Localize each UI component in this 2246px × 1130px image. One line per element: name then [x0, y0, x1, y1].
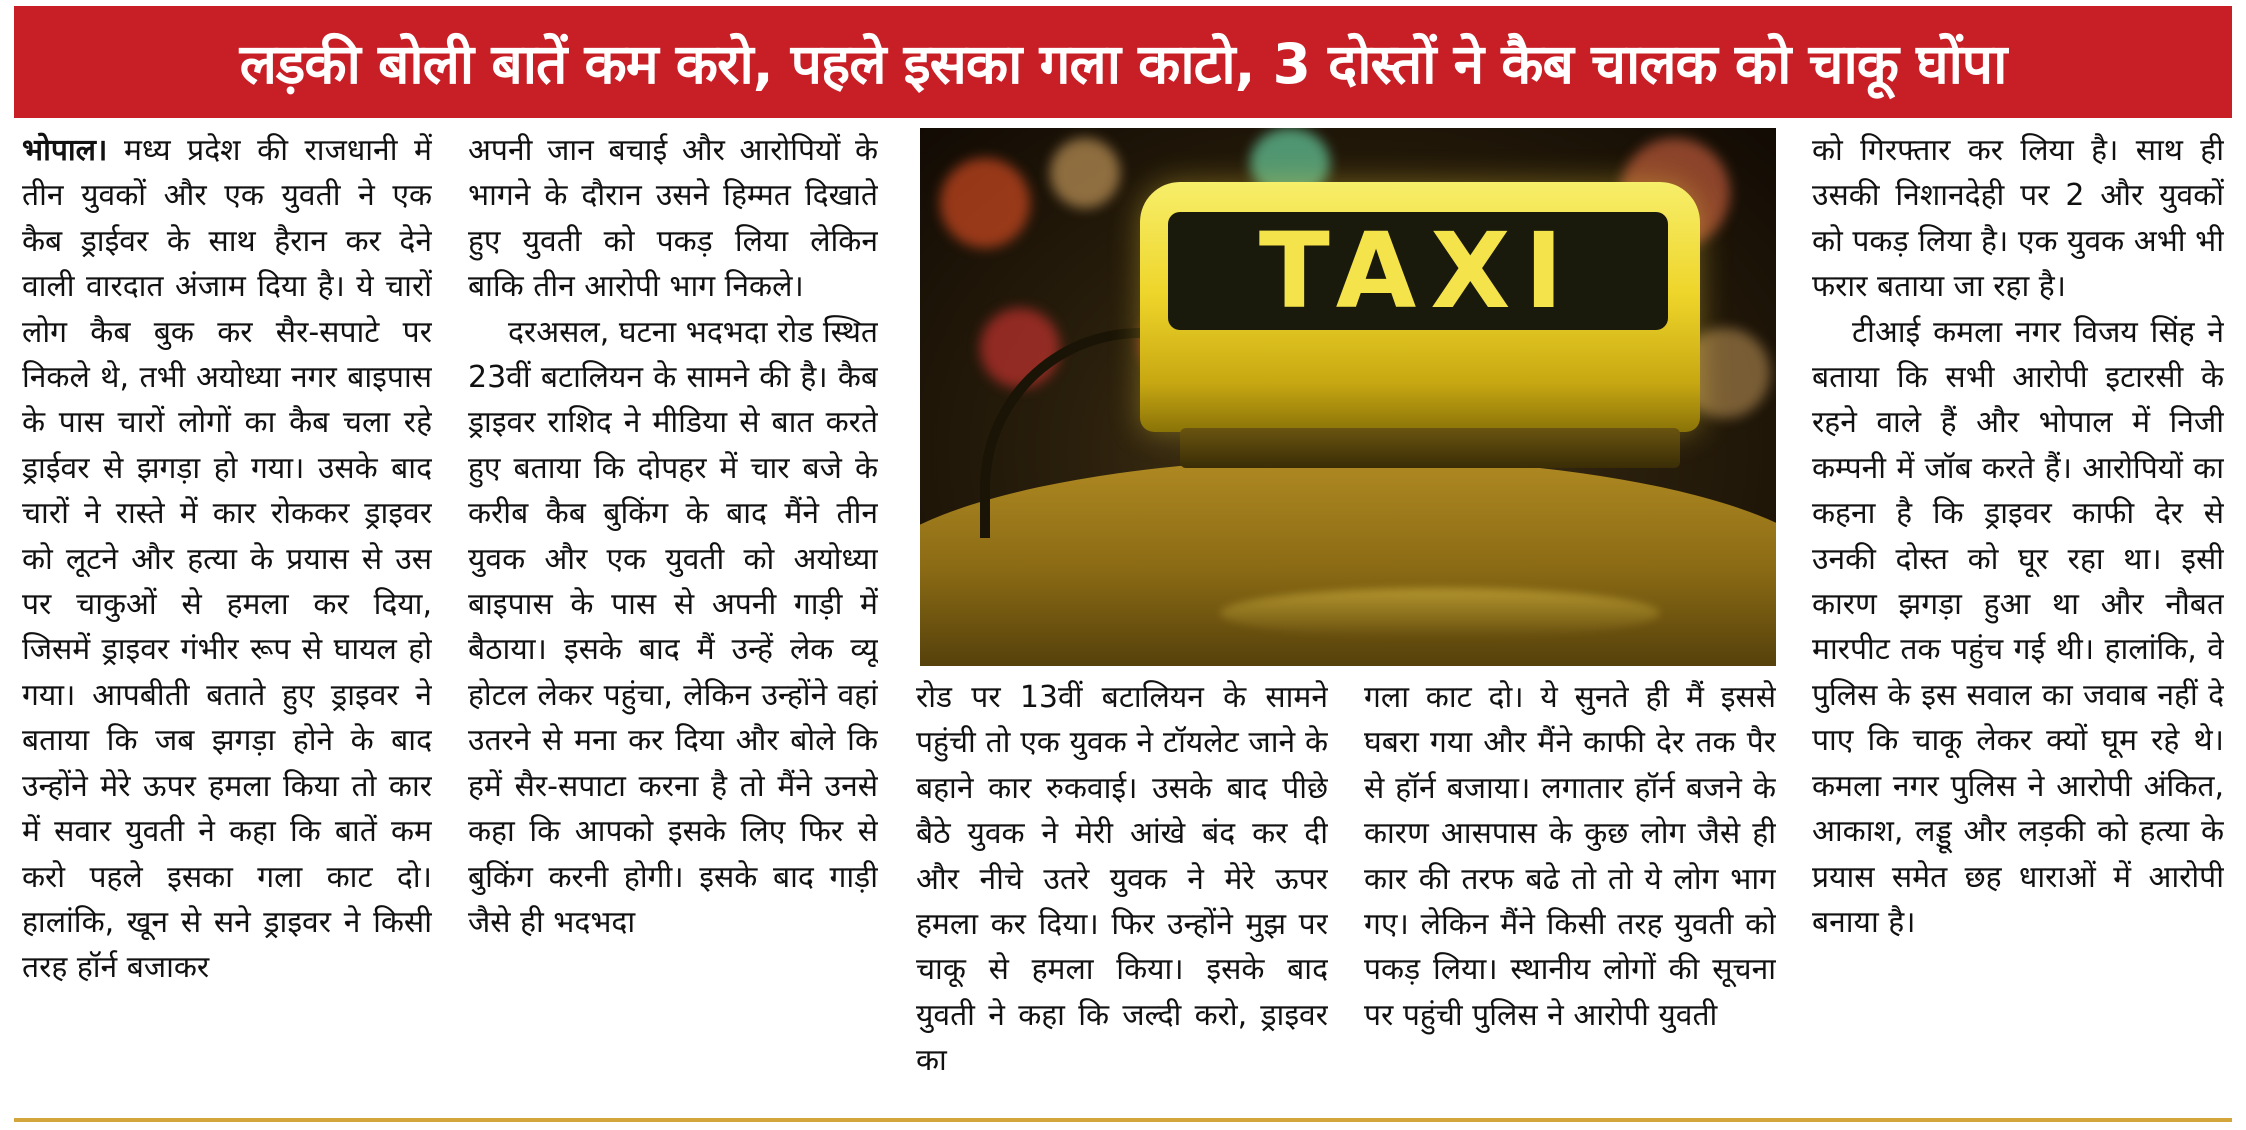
bottom-rule [14, 1118, 2232, 1122]
bokeh-light [940, 158, 1030, 248]
roof-reflection [1220, 588, 1660, 638]
article-column-5 [1812, 128, 2224, 1112]
article-column-1 [22, 128, 432, 1112]
article-paragraph [22, 128, 432, 991]
taxi-sign-plate [1168, 212, 1668, 330]
article-text: मध्य प्रदेश की राजधानी में तीन युवकों और एक युवती ने एक कैब ड्राईवर के साथ हैरान कर देने वाली वारदात अंजाम दिया है। ये चारों लोग कैब बुक कर सैर-सपाटे पर निकले थे, तभी अयोध्या नगर बाइपास के पास चारों लोगों का कैब चला रहे ड्राईवर से झगड़ा हो गया। उसके बाद चारों ने रास्ते में कार रोककर ड्राइवर को लूटने और हत्या के प्रयास से उस पर चाकुओं से हमला कर दिया, जिसमें ड्राइवर गंभीर रूप से घायल हो गया। आपबीती बताते हुए ड्राइवर ने बताया कि जब झगड़ा होने के बाद उन्होंने मेरे ऊपर हमला किया तो कार में सवार युवती ने कहा कि बातें कम करो पहले इसका गला काट दो। हालांकि, खून से सने ड्राइवर ने किसी तरह हॉर्न बजाकर [22, 133, 432, 986]
taxi-roof-sign [1140, 182, 1700, 432]
article-paragraph: अपनी जान बचाई और आरोपियों के भागने के दौरान उसने हिम्मत दिखाते हुए युवती को पकड़ लिया लेकिन बाकि तीन आरोपी भाग निकले। [468, 133, 878, 305]
sign-base [1180, 428, 1680, 468]
taxi-photo [920, 128, 1776, 666]
article-column-3 [916, 675, 1328, 1112]
article-paragraph: टीआई कमला नगर विजय सिंह ने बताया कि सभी आरोपी इटारसी के रहने वाले हैं और भोपाल में निजी कम्पनी में जॉब करते हैं। आरोपियों का कहना है कि ड्राइवर काफी देर से उनकी दोस्त को घूर रहा था। इसी कारण झगड़ा हुआ था और नौबत मारपीट तक पहुंच गई थी। हालांकि, वे पुलिस के इस सवाल का जवाब नहीं दे पाए कि चाकू लेकर क्यों घूम रहे थे। कमला नगर पुलिस ने आरोपी अंकित, आकाश, लड्डू और लड़की को हत्या के प्रयास समेत छह धाराओं में आरोपी बनाया है। [1812, 314, 2224, 940]
headline-banner [14, 6, 2232, 118]
article-paragraph: रोड पर 13वीं बटालियन के सामने पहुंची तो एक युवक ने टॉयलेट जाने के बहाने कार रुकवाई। उसके बाद पीछे बैठे युवक ने मेरी आंखे बंद कर दी और नीचे उतरे युवक ने मेरे ऊपर हमला कर दिया। फिर उन्होंने मुझ पर चाकू से हमला किया। इसके बाद युवती ने कहा कि जल्दी करो, ड्राइवर का [916, 680, 1328, 1079]
article-paragraph: को गिरफ्तार कर लिया है। साथ ही उसकी निशानदेही पर 2 और युवकों को पकड़ लिया है। एक युवक अभी भी फरार बताया जा रहा है। [1812, 133, 2224, 305]
article-column-4 [1364, 675, 1776, 1112]
dateline: भोपाल। [22, 133, 108, 168]
article-paragraph: गला काट दो। ये सुनते ही मैं इससे घबरा गया और मैंने काफी देर तक पैर से हॉर्न बजाया। लगातार हॉर्न बजने के कारण आसपास के कुछ लोग जैसे ही कार की तरफ बढे तो तो ये लोग भाग गए। लेकिन मैंने किसी तरह युवती को पकड़ लिया। स्थानीय लोगों की सूचना पर पहुंची पुलिस ने आरोपी युवती [1364, 680, 1776, 1033]
taxi-sign-text: TAXI [1258, 210, 1578, 332]
headline: लड़की बोली बातें कम करो, पहले इसका गला काटो, 3 दोस्तों ने कैब चालक को चाकू घोंपा [239, 31, 2007, 96]
article-column-2 [468, 128, 878, 1112]
article-paragraph: दरअसल, घटना भदभदा रोड स्थित 23वीं बटालियन के सामने की है। कैब ड्राइवर राशिद ने मीडिया से बात करते हुए बताया कि दोपहर में चार बजे के करीब कैब बुकिंग के बाद मैंने तीन युवक और एक युवती को अयोध्या बाइपास के पास से अपनी गाड़ी में बैठाया। इसके बाद मैं उन्हें लेक व्यू होटल लेकर पहुंचा, लेकिन उन्होंने वहां उतरने से मना कर दिया और बोले कि हमें सैर-सपाटा करना है तो मैंने उनसे कहा कि आपको इसके लिए फिर से बुकिंग करनी होगी। इसके बाद गाड़ी जैसे ही भदभदा [468, 314, 878, 940]
bokeh-light [1050, 138, 1120, 208]
